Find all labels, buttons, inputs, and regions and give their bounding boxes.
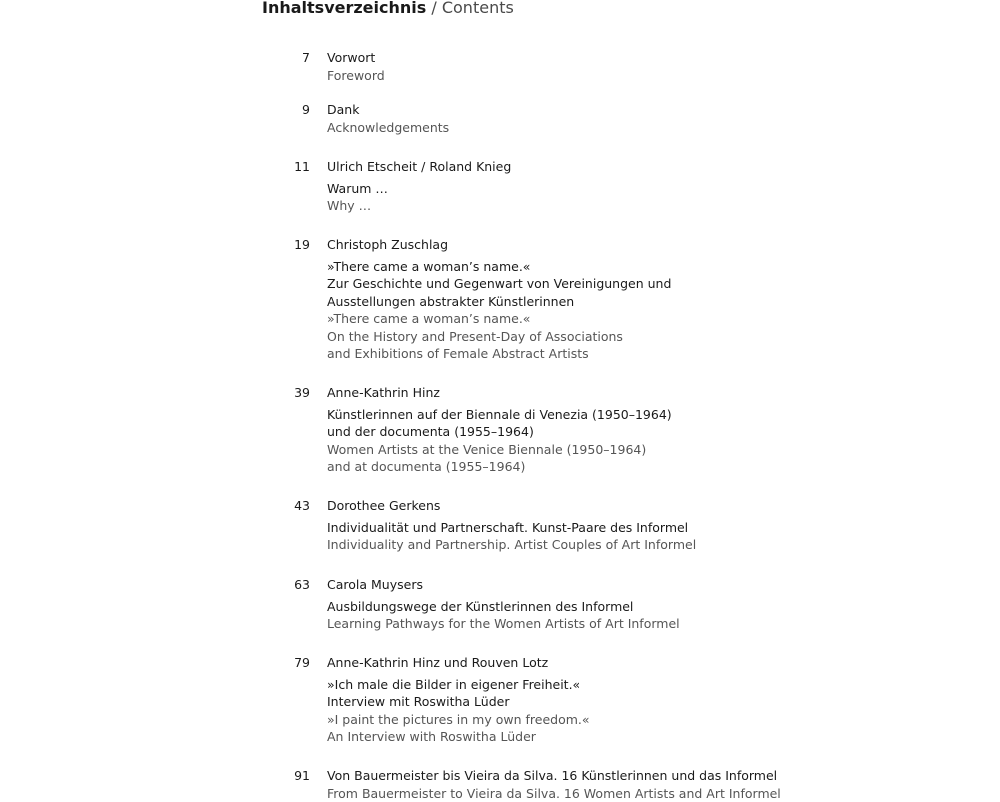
entry-author: Ulrich Etscheit / Roland Knieg: [327, 158, 807, 176]
entry-text: [327, 236, 807, 363]
entry-text: [327, 497, 807, 554]
entry-title-german: Ausbildungswege der Künstlerinnen des Informel: [327, 598, 807, 616]
entry-text: [327, 49, 807, 84]
entry-title-german: und der documenta (1955–1964): [327, 423, 807, 441]
page-number: 9: [260, 101, 310, 119]
entry-title-english: Individuality and Partnership. Artist Couples of Art Informel: [327, 536, 807, 554]
page-number: 19: [260, 236, 310, 254]
page-number: 43: [260, 497, 310, 515]
entry-title-english: Acknowledgements: [327, 119, 807, 137]
entry-title-german: Warum …: [327, 180, 807, 198]
entry-author: Dorothee Gerkens: [327, 497, 807, 515]
entry-title-english: Learning Pathways for the Women Artists of Art Informel: [327, 615, 807, 633]
entry-title-english: An Interview with Roswitha Lüder: [327, 728, 807, 746]
page-number: 11: [260, 158, 310, 176]
entry-title-german: Künstlerinnen auf der Biennale di Venezia (1950–1964): [327, 406, 807, 424]
entry-title-german: Vorwort: [327, 49, 807, 67]
entry-title-german: Interview mit Roswitha Lüder: [327, 693, 807, 711]
entry-title-german: »There came a woman’s name.«: [327, 258, 807, 276]
page-number: 63: [260, 576, 310, 594]
entry-author: Christoph Zuschlag: [327, 236, 807, 254]
entry-title-english: On the History and Present-Day of Associations: [327, 328, 807, 346]
entry-title-english: Women Artists at the Venice Biennale (1950–1964): [327, 441, 807, 459]
title-separator: /: [426, 0, 442, 17]
entry-title-german: Zur Geschichte und Gegenwart von Vereinigungen und: [327, 275, 807, 293]
entry-title-german: Individualität und Partnerschaft. Kunst-Paare des Informel: [327, 519, 807, 537]
entry-title-english: and Exhibitions of Female Abstract Artists: [327, 345, 807, 363]
entry-title-english: »I paint the pictures in my own freedom.«: [327, 711, 807, 729]
page-number: 91: [260, 767, 310, 785]
page-number: 7: [260, 49, 310, 67]
entry-text: [327, 101, 807, 136]
entry-text: [327, 576, 807, 633]
entry-author: Carola Muysers: [327, 576, 807, 594]
entry-text: [327, 767, 807, 802]
entry-text: [327, 654, 807, 746]
entry-author: Anne-Kathrin Hinz: [327, 384, 807, 402]
page-title: [262, 0, 514, 18]
entry-title-english: and at documenta (1955–1964): [327, 458, 807, 476]
page-number: 79: [260, 654, 310, 672]
page-number: 39: [260, 384, 310, 402]
entry-text: [327, 384, 807, 476]
entry-title-german: Ausstellungen abstrakter Künstlerinnen: [327, 293, 807, 311]
entry-title-german: Von Bauermeister bis Vieira da Silva. 16 Künstlerinnen und das Informel: [327, 767, 807, 785]
entry-author: Anne-Kathrin Hinz und Rouven Lotz: [327, 654, 807, 672]
entry-title-english: From Bauermeister to Vieira da Silva. 16 Women Artists and Art Informel: [327, 785, 807, 802]
entry-title-german: »Ich male die Bilder in eigener Freiheit.«: [327, 676, 807, 694]
entry-title-english: Why …: [327, 197, 807, 215]
entry-title-english: »There came a woman’s name.«: [327, 310, 807, 328]
entry-title-german: Dank: [327, 101, 807, 119]
entry-text: [327, 158, 807, 215]
title-english: Contents: [442, 0, 514, 17]
entry-title-english: Foreword: [327, 67, 807, 85]
title-german: Inhaltsverzeichnis: [262, 0, 426, 17]
